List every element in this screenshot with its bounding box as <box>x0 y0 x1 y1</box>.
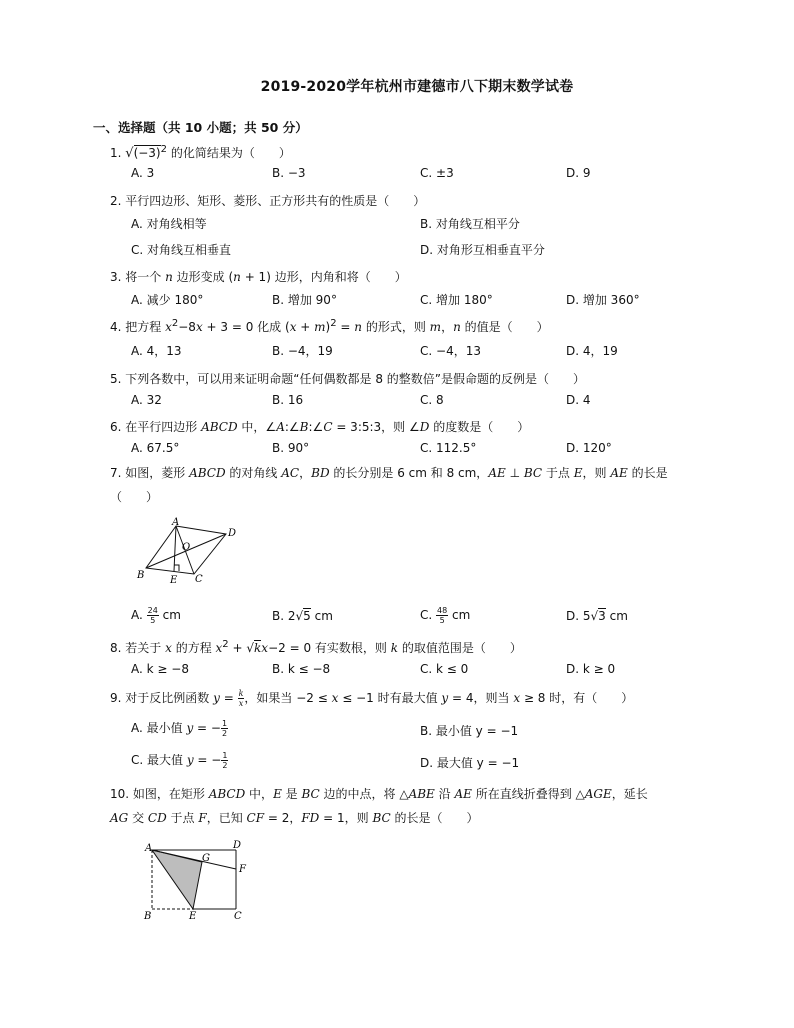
q1-option-c[interactable]: C. ±3 <box>420 166 454 180</box>
q4-option-a[interactable]: A. 4，13 <box>131 344 182 358</box>
question-9: 9. 对于反比例函数 y = $\frac{k}{x}$ ，如果当 −2 ≤ x ≤ −1 时有最大值 y = 4，则当 x ≥ 8 时，有（ ） <box>110 689 634 708</box>
fig10-label-e: E <box>189 911 197 922</box>
q1-option-b[interactable]: B. −3 <box>272 166 306 180</box>
q6-option-b[interactable]: B. 90° <box>272 441 310 455</box>
q8-option-c[interactable]: C. k ≤ 0 <box>420 662 469 676</box>
rectangle-fold-figure <box>140 838 260 922</box>
fig10-label-a: A <box>145 843 153 854</box>
q2-stem: 平行四边形、矩形、菱形、正方形共有的性质是（ ） <box>125 194 426 208</box>
question-7: 7. 如图，菱形 ABCD 的对角线 AC，BD 的长分别是 6 cm 和 8 cm，AE ⊥ BC 于点 E，则 AE 的长是 （ ） <box>110 466 668 504</box>
q3-option-a[interactable]: A. 减少 180° <box>131 293 204 307</box>
q4-option-d[interactable]: D. 4，19 <box>566 344 618 358</box>
q7-option-a[interactable]: A. $\frac{24}{5}$ cm <box>131 606 181 625</box>
q1-option-d[interactable]: D. 9 <box>566 166 591 180</box>
question-8: 8. 若关于 x 的方程 $x^2 + √kx-2 = 0$ 有实数根，则 k 的取值范围是（ ） <box>110 639 522 655</box>
fig10-label-c: C <box>234 911 242 922</box>
q7-option-c[interactable]: C. $\frac{48}{5}$ cm <box>420 606 471 625</box>
q8-option-b[interactable]: B. k ≤ −8 <box>272 662 331 676</box>
q6-option-a[interactable]: A. 67.5° <box>131 441 180 455</box>
question-6: 6. 在平行四边形 ABCD 中，∠A:∠B:∠C = 3:5:3，则 ∠D 的度数是（ ） <box>110 420 530 434</box>
section-heading: 一、选择题（共 10 小题；共 50 分） <box>93 120 308 135</box>
q4-option-b[interactable]: B. −4，19 <box>272 344 333 358</box>
q2-option-b[interactable]: B. 对角线互相平分 <box>420 217 520 231</box>
rhombus-figure <box>134 516 244 588</box>
q5-number: 5. <box>110 372 122 386</box>
q7-option-b[interactable]: B. 2√5 cm <box>272 609 333 623</box>
q4-option-c[interactable]: C. −4，13 <box>420 344 481 358</box>
q1-option-a[interactable]: A. 3 <box>131 166 155 180</box>
q3-option-c[interactable]: C. 增加 180° <box>420 293 493 307</box>
q5-stem: 下列各数中，可以用来证明命题“任何偶数都是 8 的整数倍”是假命题的反例是（ ） <box>125 372 585 386</box>
q2-option-a[interactable]: A. 对角线相等 <box>131 217 207 231</box>
fig7-label-o: O <box>182 542 191 553</box>
fig10-label-b: B <box>144 911 152 922</box>
q9-option-b[interactable]: B. 最小值 y = −1 <box>420 724 519 738</box>
question-5 <box>110 370 585 387</box>
q6-option-c[interactable]: C. 112.5° <box>420 441 477 455</box>
q9-option-c[interactable]: C. 最大值 y = − $\frac{1}{2}$ <box>131 751 228 770</box>
q8-option-d[interactable]: D. k ≥ 0 <box>566 662 616 676</box>
fig7-label-d: D <box>228 528 237 539</box>
q2-option-c[interactable]: C. 对角线互相垂直 <box>131 243 232 257</box>
question-2 <box>110 192 425 209</box>
q3-option-d[interactable]: D. 增加 360° <box>566 293 640 307</box>
question-1: 1. $√(-3)^2$ 的化简结果为（ ） <box>110 144 291 161</box>
fig10-label-f: F <box>239 864 246 875</box>
q5-option-c[interactable]: C. 8 <box>420 393 444 407</box>
q9-option-a[interactable]: A. 最小值 y = − $\frac{1}{2}$ <box>131 719 228 738</box>
question-10: 10. 如图，在矩形 ABCD 中，E 是 BC 边的中点，将 △ABE 沿 AE 所在直线折叠得到 △AGE，延长 AG 交 CD 于点 F，已知 CF = 2，FD = 1，则 BC 的长是（ ） <box>110 787 648 825</box>
question-3: 3. 将一个 n 边形变成 (n + 1) 边形，内角和将（ ） <box>110 270 407 284</box>
q3-option-b[interactable]: B. 增加 90° <box>272 293 337 307</box>
q2-option-d[interactable]: D. 对角形互相垂直平分 <box>420 243 545 257</box>
fig10-label-g: G <box>202 853 210 864</box>
fig7-label-b: B <box>137 570 145 581</box>
q9-option-d[interactable]: D. 最大值 y = −1 <box>420 756 520 770</box>
fig7-label-c: C <box>195 574 203 585</box>
q8-option-a[interactable]: A. k ≥ −8 <box>131 662 189 676</box>
q7-option-d[interactable]: D. 5√3 cm <box>566 609 628 623</box>
q5-option-a[interactable]: A. 32 <box>131 393 162 407</box>
q2-number: 2. <box>110 194 122 208</box>
q5-option-d[interactable]: D. 4 <box>566 393 591 407</box>
fig10-label-d: D <box>233 840 242 851</box>
fig7-label-e: E <box>170 575 178 586</box>
page-title: 2019-2020学年杭州市建德市八下期末数学试卷 <box>260 79 574 95</box>
question-4: 4. 把方程 $x^2-8x + 3 = 0$ 化成 $(x + m)^2 = n$ 的形式，则 m，n 的值是（ ） <box>110 318 549 334</box>
fig7-label-a: A <box>172 517 180 528</box>
q5-option-b[interactable]: B. 16 <box>272 393 304 407</box>
q6-option-d[interactable]: D. 120° <box>566 441 612 455</box>
